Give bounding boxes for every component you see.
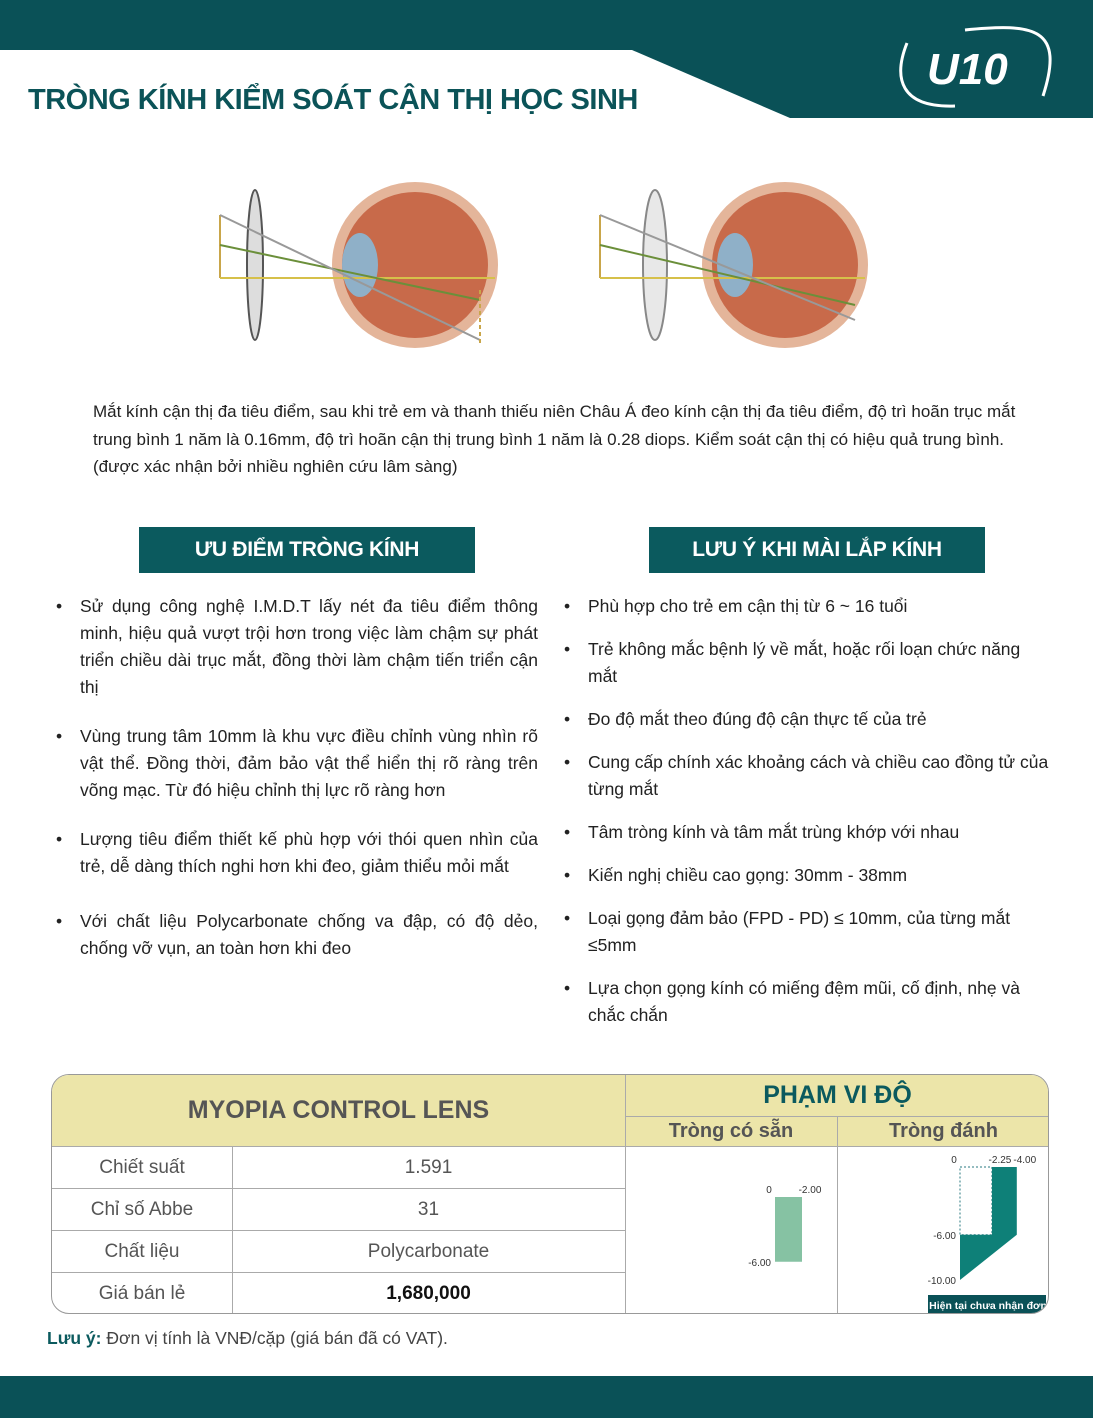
row-value: Polycarbonate	[367, 1241, 490, 1262]
cyl-label: -2.25	[988, 1155, 1012, 1166]
eye-diagram-myopia	[210, 180, 510, 350]
custom-label: Tròng đánh	[837, 1116, 1049, 1146]
sph-label: -6.00	[748, 1257, 771, 1269]
stock-range-chart	[626, 1147, 837, 1314]
cyl-label: -4.00	[1013, 1155, 1037, 1166]
footer-band	[0, 1376, 1093, 1418]
sph-label: -10.00	[927, 1276, 956, 1287]
stock-label: Tròng có sẵn	[625, 1116, 837, 1146]
spec-rows	[52, 1147, 625, 1314]
table-row	[52, 1189, 625, 1231]
row-label: Chỉ số Abbe	[90, 1199, 194, 1220]
row-label: Chiết suất	[99, 1157, 185, 1178]
logo-text: U10	[927, 45, 1008, 94]
list-item: • Tâm tròng kính và tâm mắt trùng khớp với nhau	[588, 819, 1050, 846]
advantages-list	[80, 593, 538, 976]
list-item: • Cung cấp chính xác khoảng cách và chiều cao đồng tử của từng mắt	[588, 749, 1050, 803]
eye-diagram-corrected	[585, 180, 885, 350]
list-item: • Lựa chọn gọng kính có miếng đệm mũi, cố định, nhẹ và chắc chắn	[588, 975, 1050, 1029]
list-item: • Loại gọng đảm bảo (FPD - PD) ≤ 10mm, của từng mắt ≤5mm	[588, 905, 1050, 959]
range-title: PHẠM VI ĐỘ	[625, 1075, 1049, 1116]
spec-table	[51, 1074, 1049, 1314]
cyl-label: 0	[766, 1185, 772, 1196]
table-row	[52, 1273, 625, 1314]
cyl-label: 0	[951, 1155, 957, 1166]
list-item: • Đo độ mắt theo đúng độ cận thực tế của trẻ	[588, 706, 1050, 733]
row-value: 1.591	[404, 1157, 453, 1178]
list-item: • Lượng tiêu điểm thiết kế phù hợp với thói quen nhìn của trẻ, dễ dàng thích nghi hơn khi đeo, giảm thiểu mỏi mắt	[80, 826, 538, 880]
footnote-label: Lưu ý:	[47, 1328, 102, 1348]
table-row	[52, 1147, 625, 1189]
range-area	[775, 1197, 802, 1262]
price-value: 1,680,000	[386, 1283, 471, 1304]
product-name: MYOPIA CONTROL LENS	[52, 1075, 625, 1146]
advantages-heading: ƯU ĐIỂM TRÒNG KÍNH	[139, 527, 475, 573]
list-item: • Trẻ không mắc bệnh lý về mắt, hoặc rối loạn chức năng mắt	[588, 636, 1050, 690]
row-label: Giá bán lẻ	[98, 1283, 186, 1304]
list-item: • Phù hợp cho trẻ em cận thị từ 6 ~ 16 tuổi	[588, 593, 1050, 620]
list-item: • Sử dụng công nghệ I.M.D.T lấy nét đa tiêu điểm thông minh, hiệu quả vượt trội hơn trong việc làm chậm sự phát triển chiều dài trục mắt, đồng thời làm chậm tiến triển cận thị	[80, 593, 538, 701]
cyl-label: -2.00	[798, 1185, 822, 1196]
u10-logo	[895, 18, 1060, 113]
notes-heading: LƯU Ý KHI MÀI LẮP KÍNH	[649, 527, 985, 573]
intro-paragraph: Mắt kính cận thị đa tiêu điểm, sau khi trẻ em và thanh thiếu niên Châu Á đeo kính cận thị đa tiêu điểm, độ trì hoãn trục mắt trung bình 1 năm là 0.16mm, độ trì hoãn cận thị trung bình 1 năm là 0.28 diops. Kiểm soát cận thị có hiệu quả trung bình. (được xác nhận bởi nhiều nghiên cứu lâm sàng)	[93, 402, 1016, 476]
not-accepting-badge: Hiện tại chưa nhận đơn	[929, 1300, 1047, 1312]
zero-range-outline	[960, 1167, 992, 1235]
footnote-text: Đơn vị tính là VNĐ/cặp (giá bán đã có VAT).	[101, 1328, 448, 1348]
page-title: TRÒNG KÍNH KIỂM SOÁT CẬN THỊ HỌC SINH	[28, 84, 638, 116]
row-label: Chất liệu	[104, 1241, 180, 1262]
custom-range-chart	[838, 1147, 1049, 1314]
footnote	[47, 1328, 448, 1349]
sph-label: -6.00	[933, 1230, 956, 1242]
table-row	[52, 1231, 625, 1273]
row-value: 31	[417, 1199, 440, 1220]
list-item: • Với chất liệu Polycarbonate chống va đập, có độ dẻo, chống vỡ vụn, an toàn hơn khi đeo	[80, 908, 538, 962]
list-item: • Kiến nghị chiều cao gọng: 30mm - 38mm	[588, 862, 1050, 889]
list-item: • Vùng trung tâm 10mm là khu vực điều chỉnh vùng nhìn rõ vật thể. Đồng thời, đảm bảo vật thể hiển thị rõ ràng trên võng mạc. Từ đó hiệu chỉnh thị lực rõ ràng hơn	[80, 723, 538, 804]
notes-list	[588, 593, 1050, 1045]
range-area	[960, 1167, 1017, 1280]
